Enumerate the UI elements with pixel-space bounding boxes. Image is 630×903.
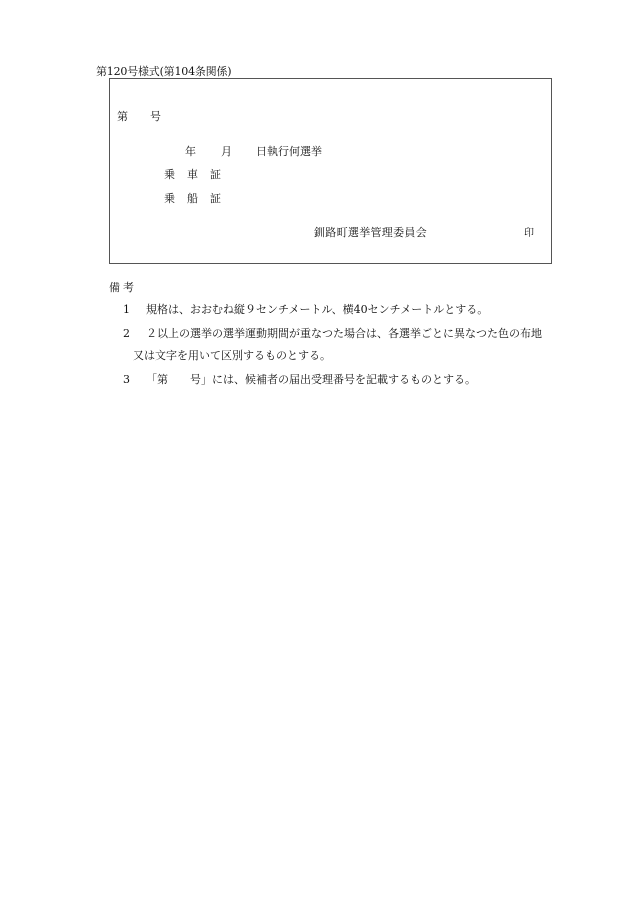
election-name-label: 日執行何選挙 bbox=[256, 145, 322, 158]
remark-number: 3 bbox=[123, 373, 130, 386]
permit-number-label: 第 号 bbox=[117, 110, 161, 123]
remark-continuation: 又は文字を用いて区別するものとする。 bbox=[133, 349, 331, 362]
issuing-committee: 釧路町選挙管理委員会 bbox=[314, 226, 427, 239]
form-title: 第120号様式(第104条関係) bbox=[96, 65, 232, 78]
remark-item bbox=[123, 301, 488, 317]
remark-text: ２以上の選挙の選挙運動期間が重なつた場合は、各選挙ごとに異なつた色の布地 bbox=[146, 327, 542, 340]
car-permit-label: 乗車証 bbox=[164, 168, 233, 181]
remarks-heading: 備考 bbox=[109, 281, 137, 294]
seal-mark: 印 bbox=[524, 228, 534, 239]
ship-permit-label: 乗船証 bbox=[164, 192, 233, 205]
date-month-label: 月 bbox=[221, 145, 232, 158]
date-year-label: 年 bbox=[185, 145, 196, 158]
remark-number: 2 bbox=[123, 327, 130, 340]
election-date-line bbox=[185, 143, 322, 159]
remark-text: 規格は、おおむね縦９センチメートル、横40センチメートルとする。 bbox=[146, 303, 489, 316]
remark-number: 1 bbox=[123, 303, 130, 316]
remark-item bbox=[123, 371, 476, 387]
remark-text: 「第 号」には、候補者の届出受理番号を記載するものとする。 bbox=[146, 373, 476, 386]
remark-item bbox=[123, 325, 542, 341]
